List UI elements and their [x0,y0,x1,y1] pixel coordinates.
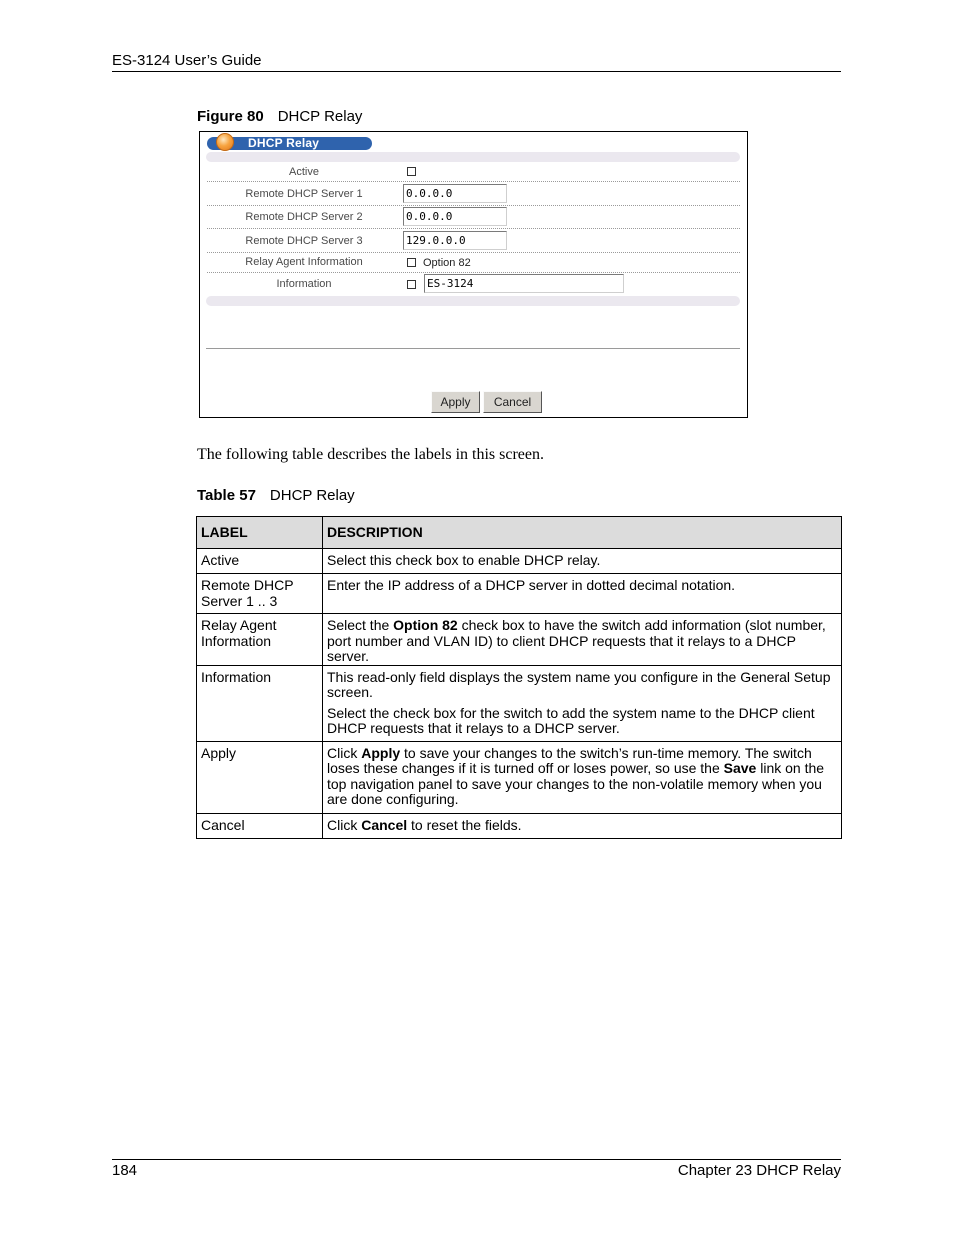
table-row [197,574,842,614]
row-divider [207,205,740,206]
option82-label: Option 82 [423,257,471,269]
active-checkbox[interactable] [407,167,416,176]
table-row [197,813,842,838]
table-row [197,549,842,574]
panel-top-band [206,152,740,162]
information-input[interactable]: ES-3124 [424,274,624,293]
table-label: Table 57 [197,487,256,504]
desc-text: to save your changes to the switch’s run-time memory. The switch loses these changes if it is turned off or loses power, so use the [327,744,812,776]
row-label: Information [197,665,323,741]
chapter-title: Chapter 23 DHCP Relay [677,1162,841,1179]
information-label: Information [276,278,332,290]
active-label: Active [289,166,319,178]
cancel-button[interactable]: Cancel [483,391,542,413]
desc-paragraph: Select the check box for the switch to add the system name to the DHCP client DHCP requests that it relays to a DHCP server. [327,704,815,736]
apply-button[interactable]: Apply [431,391,480,413]
header-divider [112,71,841,72]
desc-text: to reset the fields. [407,816,522,833]
figure-title: DHCP Relay [277,108,363,125]
desc-text: Click [327,744,362,761]
desc-paragraph: This read-only field displays the system name you configure in the General Setup screen. [327,668,831,700]
row-divider [207,228,740,229]
row-label: Active [197,549,323,574]
table-title: DHCP Relay [269,487,355,504]
option82-checkbox[interactable] [407,258,416,267]
row-divider [207,252,740,253]
description-table [196,516,842,839]
figure-label: Figure 80 [197,108,264,125]
row-description [323,813,842,838]
server1-input[interactable]: 0.0.0.0 [403,184,507,203]
figure-caption [197,108,362,125]
header-description: DESCRIPTION [323,517,842,549]
row-divider [207,272,740,273]
server1-label: Remote DHCP Server 1 [245,188,363,200]
desc-bold-text: Apply [361,744,401,761]
desc-bold-text: Save [723,760,757,776]
guide-title: ES-3124 User’s Guide [112,52,262,69]
desc-text: link on the top navigation panel to save your changes to the non-volatile memory when you are done configuring. [327,760,825,807]
row-label: Relay Agent Information [197,614,323,666]
desc-text: check box to have the switch add information (slot number, port number and VLAN ID) to client DHCP requests that it relays to a DHCP server. [327,617,826,664]
row-label: Remote DHCP Server 1 .. 3 [197,574,323,614]
table-caption [197,487,355,504]
information-checkbox[interactable] [407,280,416,289]
row-description: Enter the IP address of a DHCP server in dotted decimal notation. [323,574,842,614]
table-row [197,665,842,741]
table-header-row [197,517,842,549]
footer-divider [112,1159,841,1160]
row-description [323,741,842,813]
server3-label: Remote DHCP Server 3 [245,235,363,247]
row-description: Select this check box to enable DHCP relay. [323,549,842,574]
server3-input[interactable]: 129.0.0.0 [403,231,507,250]
desc-bold-text: Cancel [361,816,408,833]
intro-text: The following table describes the labels in this screen. [197,446,545,463]
page-number: 184 [112,1162,138,1179]
desc-bold-text: Option 82 [393,617,458,633]
server2-label: Remote DHCP Server 2 [245,211,363,223]
panel-title: DHCP Relay [248,136,320,150]
relay-agent-label: Relay Agent Information [245,256,363,268]
row-divider [207,181,740,182]
row-description [323,614,842,666]
orange-orb-icon [216,133,234,151]
dhcp-relay-screenshot [199,131,748,418]
form-divider [206,348,740,349]
server2-input[interactable]: 0.0.0.0 [403,207,507,226]
table-row [197,614,842,666]
panel-bottom-band [206,296,740,306]
table-row [197,741,842,813]
row-label: Apply [197,741,323,813]
header-label: LABEL [197,517,323,549]
row-label: Cancel [197,813,323,838]
row-description [323,665,842,741]
desc-text: Select the [327,617,394,633]
desc-text: Click [327,816,362,833]
